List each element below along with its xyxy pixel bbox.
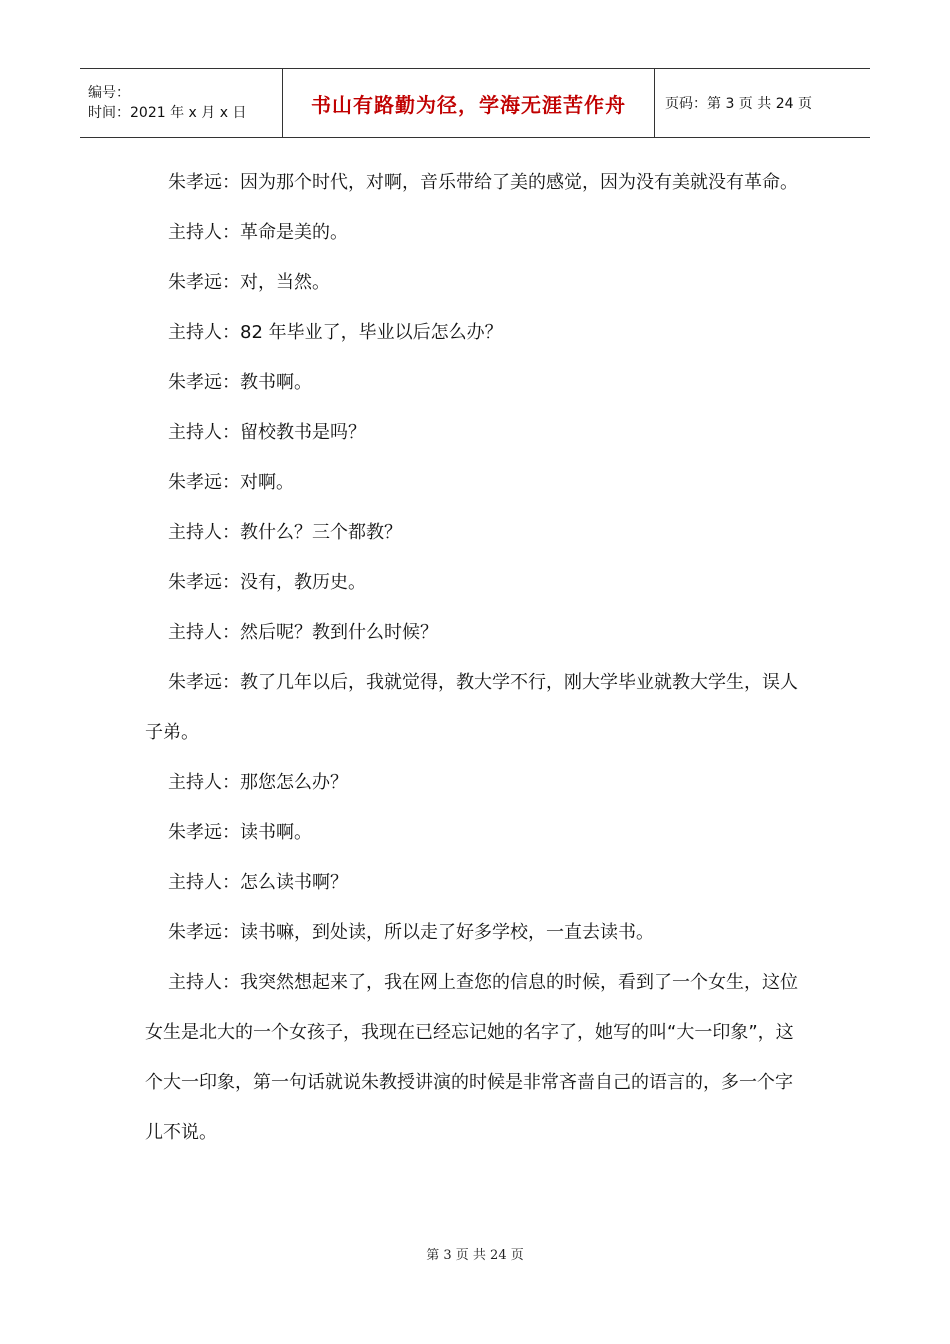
page-header xyxy=(80,68,870,138)
paragraph: 主持人：82 年毕业了，毕业以后怎么办？ xyxy=(168,322,503,343)
paragraph: 主持人：然后呢？教到什么时候？ xyxy=(168,622,438,643)
header-page-info xyxy=(655,69,870,137)
paragraph: 朱孝远：教了几年以后，我就觉得，教大学不行，刚大学毕业就教大学生，误人 子弟。 xyxy=(145,672,798,743)
paragraph: 主持人：怎么读书啊？ xyxy=(168,872,348,893)
document-number-label: 编号： xyxy=(88,85,130,101)
paragraph: 主持人：那您怎么办？ xyxy=(168,772,348,793)
paragraph: 朱孝远：读书啊。 xyxy=(168,822,312,843)
header-motto: 书山有路勤为径，学海无涯苦作舟 xyxy=(311,92,626,117)
paragraph: 主持人：留校教书是吗？ xyxy=(168,422,366,443)
paragraph: 主持人：革命是美的。 xyxy=(168,222,348,243)
header-motto-cell xyxy=(282,69,655,137)
paragraph: 朱孝远：读书嘛，到处读，所以走了好多学校，一直去读书。 xyxy=(168,922,654,943)
paragraph: 朱孝远：对，当然。 xyxy=(168,272,330,293)
paragraph: 主持人：教什么？三个都教？ xyxy=(168,522,402,543)
paragraph: 朱孝远：教书啊。 xyxy=(168,372,312,393)
header-page-number: 页码：第 3 页 共 24 页 xyxy=(665,96,812,112)
header-meta xyxy=(80,69,282,137)
paragraph: 朱孝远：没有，教历史。 xyxy=(168,572,366,593)
document-body xyxy=(145,158,805,1158)
paragraph: 朱孝远：对啊。 xyxy=(168,472,294,493)
page-footer xyxy=(0,1244,950,1263)
paragraph: 主持人：我突然想起来了，我在网上查您的信息的时候，看到了一个女生，这位女生是北大的一个女孩子，我现在已经忘记她的名字了，她写的叫“大一印象”，这个大一印象，第一句话就说朱教授讲演的时候是非常吝啬自己的语言的，多一个字儿不说。 xyxy=(145,972,798,1143)
footer-page-number: 第 3 页 共 24 页 xyxy=(426,1248,524,1263)
paragraph: 朱孝远：因为那个时代，对啊，音乐带给了美的感觉，因为没有美就没有革命。 xyxy=(168,172,798,193)
document-date: 时间：2021 年 x 月 x 日 xyxy=(88,105,247,121)
